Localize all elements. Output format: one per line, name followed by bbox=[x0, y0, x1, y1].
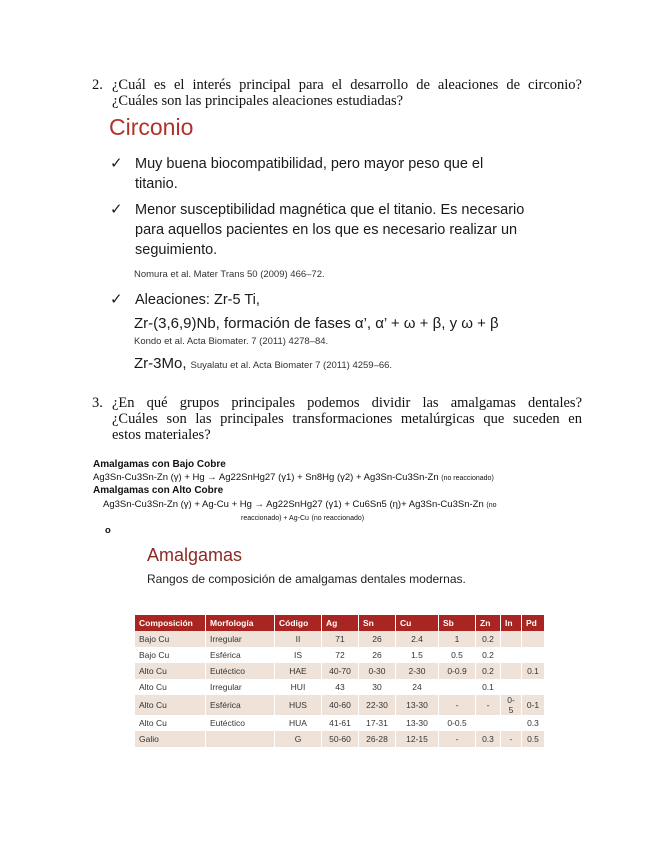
table-cell: - bbox=[501, 731, 522, 747]
table-row bbox=[135, 731, 545, 747]
column-header: Cu bbox=[396, 615, 439, 631]
table-cell bbox=[522, 679, 545, 695]
table-cell: 0-0.5 bbox=[439, 715, 476, 731]
table-cell bbox=[522, 647, 545, 663]
high-copper-heading: Amalgamas con Alto Cobre bbox=[93, 485, 224, 496]
bullet-line: titanio. bbox=[135, 176, 178, 192]
column-header: Sn bbox=[359, 615, 396, 631]
table-cell: 30 bbox=[359, 679, 396, 695]
bullet-line: Menor susceptibilidad magnética que el titanio. Es necesario bbox=[135, 202, 525, 218]
table-cell: HUI bbox=[275, 679, 322, 695]
table-cell bbox=[476, 715, 501, 731]
table-row bbox=[135, 663, 545, 679]
column-header: In bbox=[501, 615, 522, 631]
table-cell bbox=[501, 679, 522, 695]
table-cell: Irregular bbox=[206, 679, 275, 695]
equation-text: Ag3Sn-Cu3Sn-Zn (γ) + Ag-Cu + Hg → Ag22SnHg27 (γ1) + Cu6Sn5 (η)+ Ag3Sn-Cu3Sn-Zn bbox=[103, 499, 484, 510]
column-header: Ag bbox=[322, 615, 359, 631]
table-cell: G bbox=[275, 731, 322, 747]
table-cell: 0.3 bbox=[476, 731, 501, 747]
table-cell: - bbox=[476, 695, 501, 715]
table-cell bbox=[206, 731, 275, 747]
alloy-line-mo bbox=[134, 355, 392, 373]
table-cell: 26 bbox=[359, 631, 396, 647]
table-cell: - bbox=[439, 731, 476, 747]
table-cell: II bbox=[275, 631, 322, 647]
table-cell bbox=[501, 715, 522, 731]
table-cell: 0.5 bbox=[439, 647, 476, 663]
bullet-item bbox=[110, 154, 570, 194]
equation-note: (no reaccionado) bbox=[441, 475, 494, 482]
circonio-title: Circonio bbox=[109, 114, 194, 140]
table-cell: 40-60 bbox=[322, 695, 359, 715]
table-row bbox=[135, 631, 545, 647]
table-cell: 41-61 bbox=[322, 715, 359, 731]
table-cell: 0.2 bbox=[476, 631, 501, 647]
column-header: Sb bbox=[439, 615, 476, 631]
check-icon: ✓ bbox=[110, 155, 123, 172]
table-row bbox=[135, 695, 545, 715]
bullet-item bbox=[110, 200, 570, 260]
table-cell: Bajo Cu bbox=[135, 647, 206, 663]
reference: Nomura et al. Mater Trans 50 (2009) 466–72. bbox=[134, 269, 325, 280]
table-cell: 0.1 bbox=[476, 679, 501, 695]
table-cell: IS bbox=[275, 647, 322, 663]
equation-note: (no bbox=[486, 502, 497, 509]
table-cell: Eutéctico bbox=[206, 715, 275, 731]
table-cell: Eutéctico bbox=[206, 663, 275, 679]
reactions bbox=[93, 459, 563, 536]
table-cell bbox=[501, 647, 522, 663]
table-cell bbox=[439, 679, 476, 695]
low-copper-heading: Amalgamas con Bajo Cobre bbox=[93, 459, 226, 470]
table-cell: 1 bbox=[439, 631, 476, 647]
check-icon: ✓ bbox=[110, 201, 123, 218]
table-cell: 71 bbox=[322, 631, 359, 647]
column-header: Código bbox=[275, 615, 322, 631]
table-cell: 1.5 bbox=[396, 647, 439, 663]
column-header: Zn bbox=[476, 615, 501, 631]
check-icon: ✓ bbox=[110, 291, 123, 308]
table-cell: Alto Cu bbox=[135, 663, 206, 679]
reference: Kondo et al. Acta Biomater. 7 (2011) 4278–84. bbox=[134, 336, 329, 347]
question-line: ¿Cuáles son las principales aleaciones estudiadas? bbox=[112, 93, 404, 109]
table-cell: 43 bbox=[322, 679, 359, 695]
table-cell: Galio bbox=[135, 731, 206, 747]
column-header: Composición bbox=[135, 615, 206, 631]
table-cell: 22-30 bbox=[359, 695, 396, 715]
amalgamas-title: Amalgamas bbox=[147, 545, 243, 565]
column-header: Morfología bbox=[206, 615, 275, 631]
table-cell: Esférica bbox=[206, 695, 275, 715]
table-cell: 17-31 bbox=[359, 715, 396, 731]
column-header: Pd bbox=[522, 615, 545, 631]
table-cell: HAE bbox=[275, 663, 322, 679]
equation-text: Ag3Sn-Cu3Sn-Zn (γ) + Hg → Ag22SnHg27 (γ1) + Sn8Hg (γ2) + Ag3Sn-Cu3Sn-Zn bbox=[93, 472, 439, 483]
question-number: 2. bbox=[92, 77, 103, 93]
table-cell: 0.1 bbox=[522, 663, 545, 679]
table-cell: Alto Cu bbox=[135, 715, 206, 731]
alloy-line: Zr-(3,6,9)Nb, formación de fases α’, α’ + ω + β, y ω + β bbox=[134, 315, 499, 332]
table-cell: 50-60 bbox=[322, 731, 359, 747]
table-cell: 40-70 bbox=[322, 663, 359, 679]
bullet-line: seguimiento. bbox=[135, 242, 218, 258]
table-cell: 12-15 bbox=[396, 731, 439, 747]
question-line: ¿Cuáles son las principales transformaciones metalúrgicas que suceden en bbox=[112, 411, 582, 427]
table-cell: 24 bbox=[396, 679, 439, 695]
table-cell: Esférica bbox=[206, 647, 275, 663]
table-cell: 0-1 bbox=[522, 695, 545, 715]
table-cell: 0.5 bbox=[522, 731, 545, 747]
reference: Suyalatu et al. Acta Biomater 7 (2011) 4259–66. bbox=[190, 360, 393, 371]
table-cell: Irregular bbox=[206, 631, 275, 647]
bullet-line: para aquellos pacientes en los que es necesario realizar un bbox=[135, 222, 518, 238]
bullet-item bbox=[110, 290, 570, 312]
table-header-row bbox=[135, 615, 545, 631]
table-cell: 0-5 bbox=[501, 695, 522, 715]
alloy-text: Zr-3Mo, bbox=[134, 355, 187, 372]
table-cell: 13-30 bbox=[396, 695, 439, 715]
table-cell: 0.2 bbox=[476, 647, 501, 663]
table-cell: 2.4 bbox=[396, 631, 439, 647]
question-number: 3. bbox=[92, 395, 103, 411]
table-cell: 0.3 bbox=[522, 715, 545, 731]
table-cell: Bajo Cu bbox=[135, 631, 206, 647]
table-row bbox=[135, 715, 545, 731]
table-cell: Alto Cu bbox=[135, 679, 206, 695]
table-cell: 26 bbox=[359, 647, 396, 663]
amalgamas-subtitle: Rangos de composición de amalgamas dentales modernas. bbox=[147, 572, 466, 586]
table-cell: 2-30 bbox=[396, 663, 439, 679]
high-copper-equation bbox=[93, 499, 563, 512]
table-cell: HUA bbox=[275, 715, 322, 731]
table-cell bbox=[501, 631, 522, 647]
table-cell: 13-30 bbox=[396, 715, 439, 731]
bullet-mark: o bbox=[105, 525, 111, 536]
high-copper-equation-cont bbox=[93, 512, 563, 525]
question-3 bbox=[92, 396, 582, 444]
table-cell: 72 bbox=[322, 647, 359, 663]
table-cell bbox=[501, 663, 522, 679]
question-line: estos materiales? bbox=[112, 427, 211, 443]
table-cell: 0-30 bbox=[359, 663, 396, 679]
table-cell: HUS bbox=[275, 695, 322, 715]
table-row bbox=[135, 647, 545, 663]
table-cell: 26-28 bbox=[359, 731, 396, 747]
table-cell: Alto Cu bbox=[135, 695, 206, 715]
equation-note: reaccionado) + Ag-Cu bbox=[241, 515, 309, 522]
question-2 bbox=[92, 78, 582, 110]
table-cell: 0-0.9 bbox=[439, 663, 476, 679]
table-cell: - bbox=[439, 695, 476, 715]
table-cell bbox=[522, 631, 545, 647]
low-copper-equation bbox=[93, 472, 563, 485]
table-cell: 0.2 bbox=[476, 663, 501, 679]
bullet-line: Aleaciones: Zr-5 Ti, bbox=[135, 292, 260, 308]
table-row bbox=[135, 679, 545, 695]
bullet-line: Muy buena biocompatibilidad, pero mayor peso que el bbox=[135, 156, 484, 172]
composition-table bbox=[135, 615, 545, 747]
equation-note: (no reaccionado) bbox=[311, 515, 365, 522]
question-line: ¿Cuál es el interés principal para el desarrollo de aleaciones de circonio? bbox=[112, 77, 582, 93]
question-line: ¿En qué grupos principales podemos dividir las amalgamas dentales? bbox=[112, 395, 582, 411]
